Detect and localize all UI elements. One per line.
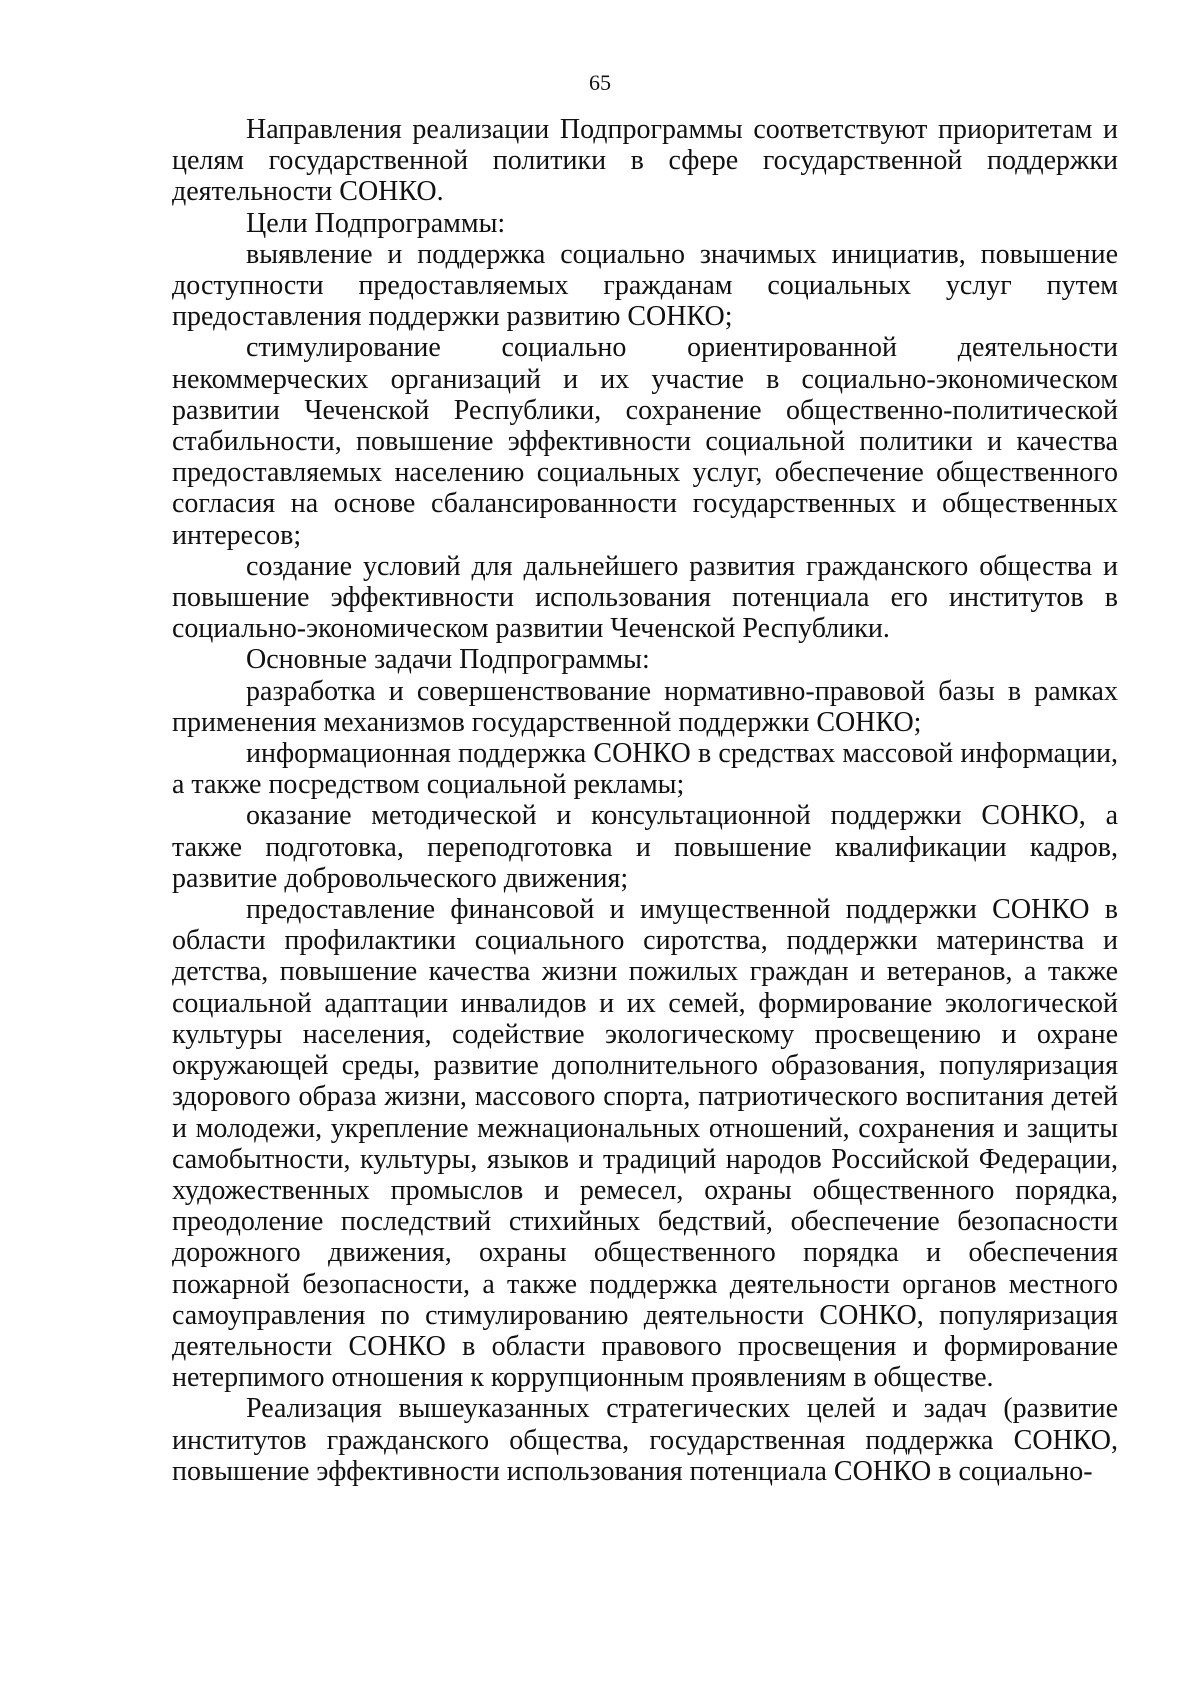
paragraph-implementation: Реализация вышеуказанных стратегических целей и задач (развитие институтов гражданского общества, государственная поддержка СОНКО, повышение эффективности использования потенциала СОНКО в социально- [172, 1393, 1118, 1487]
paragraph-goal-3: создание условий для дальнейшего развития гражданского общества и повышение эффективности использования потенциала его институтов в социально-экономическом развитии Чеченской Республики. [172, 550, 1118, 645]
page-number: 65 [589, 70, 611, 95]
paragraph-task-1: разработка и совершенствование нормативно-правовой базы в рамках применения механизмов государственной поддержки СОНКО; [172, 675, 1118, 738]
paragraph-task-3: оказание методической и консультационной поддержки СОНКО, а также подготовка, переподготовка и повышение квалификации кадров, развитие добровольческого движения; [172, 800, 1118, 894]
paragraph-goal-2: стимулирование социально ориентированной деятельности некоммерческих организаций и их участие в социально-экономическом развитии Чеченской Республики, сохранение общественно-политической стабильности, повышение эффективности социальной политики и качества предоставляемых населению социальных услуг, обеспечение общественного согласия на основе сбалансированности государственных и общественных интересов; [172, 332, 1118, 551]
paragraph-goal-1: выявление и поддержка социально значимых инициатив, повышение доступности предоставляемых гражданам социальных услуг путем предоставления поддержки развитию СОНКО; [172, 238, 1118, 333]
paragraph-goals-heading: Цели Подпрограммы: [246, 207, 506, 239]
paragraph-tasks-heading: Основные задачи Подпрограммы: [246, 644, 650, 676]
paragraph-task-4: предоставление финансовой и имущественной поддержки СОНКО в области профилактики социального сиротства, поддержки материнства и детства, повышение качества жизни пожилых граждан и ветеранов, а также социальной адаптации инвалидов и их семей, формирование экологической культуры населения, содействие экологическому просвещению и охране окружающей среды, развитие дополнительного образования, популяризация здорового образа жизни, массового спорта, патриотического воспитания детей и молодежи, укрепление межнациональных отношений, сохранения и защиты самобытности, культуры, языков и традиций народов Российской Федерации, художественных промыслов и ремесел, охраны общественного порядка, преодоление последствий стихийных бедствий, обеспечение безопасности дорожного движения, охраны общественного порядка и обеспечения пожарной безопасности, а также поддержка деятельности органов местного самоуправления по стимулированию деятельности СОНКО, популяризация деятельности СОНКО в области правового просвещения и формирование нетерпимого отношения к коррупционным проявлениям в обществе. [172, 894, 1118, 1394]
paragraph-directions: Направления реализации Подпрограммы соответствуют приоритетам и целям государственной политики в сфере государственной поддержки деятельности СОНКО. [172, 114, 1118, 208]
document-body [172, 114, 1118, 1487]
paragraph-task-2: информационная поддержка СОНКО в средствах массовой информации, а также посредством социальной рекламы; [172, 738, 1118, 801]
